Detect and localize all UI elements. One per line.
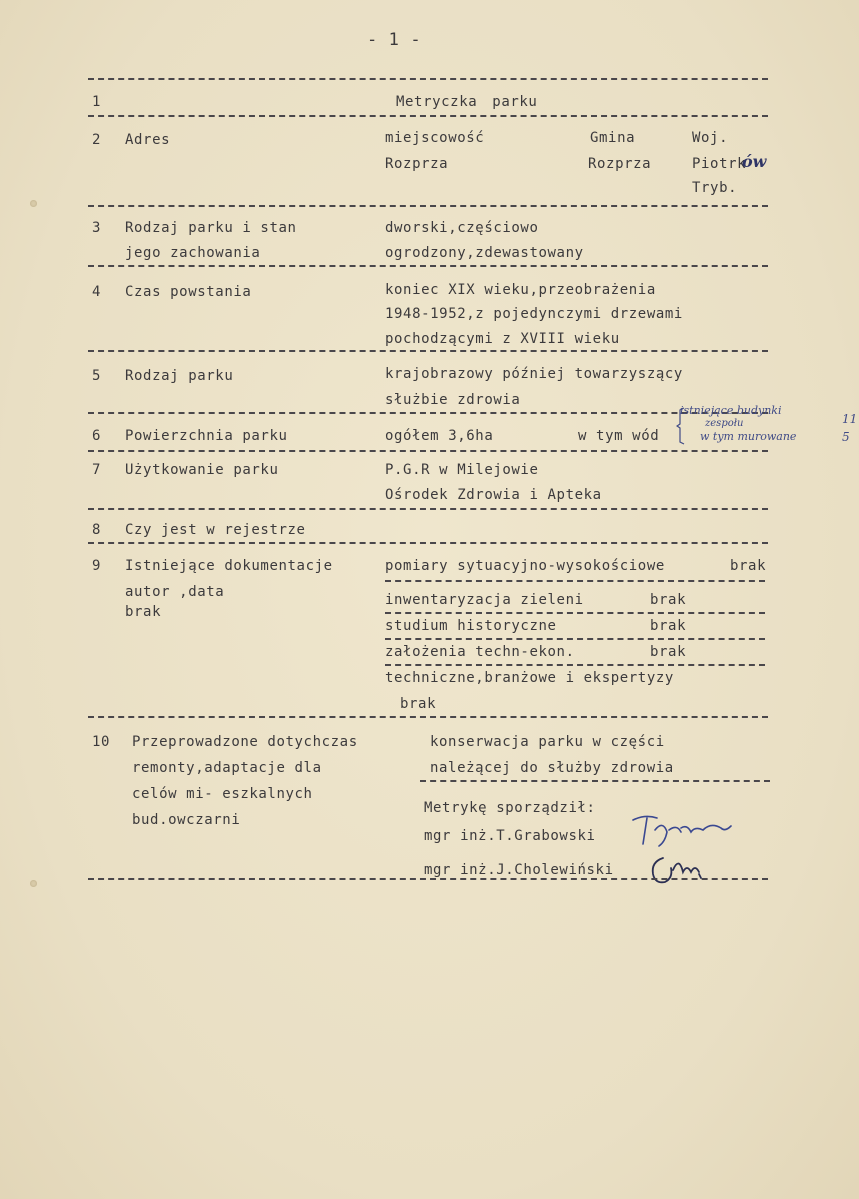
field-value: konserwacja parku w części (430, 734, 665, 750)
field-value: pochodzącymi z XVIII wieku (385, 331, 620, 347)
field-label: Przeprowadzone dotychczas (132, 734, 358, 750)
page-number: - 1 - (367, 30, 422, 50)
field-label: Gmina (590, 130, 636, 146)
author-name: mgr inż.T.Grabowski (424, 828, 596, 844)
field-value: Ośrodek Zdrowia i Apteka (385, 487, 602, 503)
handwritten-note: 11 (842, 412, 858, 426)
divider (88, 542, 768, 544)
document-item-value: brak (650, 618, 687, 634)
row-number: 8 (92, 522, 102, 538)
punch-hole (30, 200, 37, 207)
field-value: należącej do służby zdrowia (430, 760, 674, 776)
field-value: krajobrazowy później towarzyszący (385, 366, 683, 382)
field-label: celów mi- eszkalnych (132, 786, 313, 802)
handwritten-note: istniejące budynki (680, 404, 782, 417)
document-item-value: brak (730, 558, 767, 574)
row-number: 10 (92, 734, 111, 750)
divider (385, 612, 765, 614)
divider (385, 580, 765, 582)
signature-grabowski (625, 810, 740, 850)
field-value: służbie zdrowia (385, 392, 521, 408)
field-value: w tym wód (578, 428, 660, 444)
row-number: 6 (92, 428, 102, 444)
divider (88, 450, 768, 452)
document-item-name: techniczne,branżowe i ekspertyzy (385, 670, 674, 686)
field-label: Użytkowanie parku (125, 462, 279, 478)
field-value: Rozprza (588, 156, 652, 172)
document-item-name: inwentaryzacja zieleni (385, 592, 584, 608)
divider (88, 878, 768, 880)
divider (88, 508, 768, 510)
field-label: Rodzaj parku i stan (125, 220, 297, 236)
row-number: 4 (92, 284, 102, 300)
divider (88, 716, 768, 718)
field-value: Piotrk (692, 156, 747, 172)
field-value: ogółem 3,6ha (385, 428, 494, 444)
bracket-mark (676, 406, 688, 446)
row-number: 3 (92, 220, 102, 236)
document-item-value: brak (650, 592, 687, 608)
divider (88, 205, 768, 207)
form-title: Metryczka parku (396, 94, 538, 110)
handwritten-note: ów (742, 152, 767, 171)
field-label: Czy jest w rejestrze (125, 522, 306, 538)
field-label: miejscowość (385, 130, 485, 146)
divider (88, 265, 768, 267)
field-label: Woj. (692, 130, 729, 146)
field-label: bud.owczarni (132, 812, 241, 828)
handwritten-note: 5 (842, 430, 850, 444)
divider (88, 78, 768, 80)
document-item-name: pomiary sytuacyjno-wysokościowe (385, 558, 665, 574)
divider (88, 115, 768, 117)
document-item-value: brak (650, 644, 687, 660)
document-item-value: brak (400, 696, 437, 712)
signature-cholewinski (645, 848, 715, 890)
field-label: Adres (125, 132, 171, 148)
divider (88, 350, 768, 352)
divider (420, 780, 770, 782)
author-name: mgr inż.J.Cholewiński (424, 862, 614, 878)
field-label: Rodzaj parku (125, 368, 234, 384)
field-label: autor ,data (125, 584, 225, 600)
row-number: 7 (92, 462, 102, 478)
field-label: Czas powstania (125, 284, 252, 300)
divider (88, 412, 768, 414)
row-number: 2 (92, 132, 102, 148)
divider (385, 664, 765, 666)
field-label: Istniejące dokumentacje (125, 558, 333, 574)
field-value: koniec XIX wieku,przeobrażenia (385, 282, 656, 298)
row-number: 1 (92, 94, 102, 110)
row-number: 9 (92, 558, 102, 574)
divider (385, 638, 765, 640)
punch-hole (30, 880, 37, 887)
field-label: remonty,adaptacje dla (132, 760, 322, 776)
field-label: jego zachowania (125, 245, 261, 261)
row-number: 5 (92, 368, 102, 384)
field-value: Rozprza (385, 156, 449, 172)
handwritten-note: zespołu (705, 418, 744, 429)
signature-label: Metrykę sporządził: (424, 800, 596, 816)
document-item-name: studium historyczne (385, 618, 557, 634)
field-value: P.G.R w Milejowie (385, 462, 539, 478)
field-value: 1948-1952,z pojedynczymi drzewami (385, 306, 683, 322)
field-value: ogrodzony,zdewastowany (385, 245, 584, 261)
document-item-name: założenia techn-ekon. (385, 644, 575, 660)
field-value: Tryb. (692, 180, 738, 196)
field-value: brak (125, 604, 162, 620)
field-value: dworski,częściowo (385, 220, 539, 236)
handwritten-note: w tym murowane (700, 430, 797, 443)
field-label: Powierzchnia parku (125, 428, 288, 444)
